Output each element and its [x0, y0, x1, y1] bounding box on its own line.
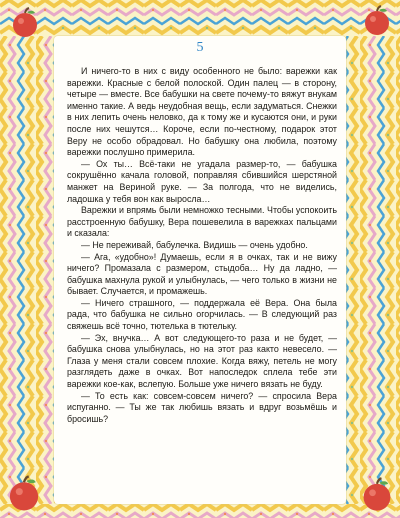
paragraph: Варежки и впрямь были немножко тесными. Чтобы успокоить расстроенную бабушку, Вера пошевелила в варежках пальцами и сказала: [67, 205, 337, 239]
apple-icon [8, 6, 42, 40]
paragraph: — Ага, «удобно»! Думаешь, если я в очках, так и не вижу ничего? Промазала с размером, стыдоба… Ну да ладно, — бабушка махнула рукой и улыбнулась, — чего только в жизни не бывает. Случается, и промажешь. [67, 251, 337, 297]
apple-icon [358, 476, 396, 514]
paragraph: — Не переживай, бабулечка. Видишь — очень удобно. [81, 239, 308, 250]
story-text [67, 66, 337, 425]
paragraph: — Эх, внучка… А вот следующего-то раза и не будет, — бабушка снова улыбнулась, но на этот раз както невесело. — Глаза у меня стали совсем плохие. Когда вяжу, петель не могу разглядеть даже в очках. Вот напоследок сплела тебе эти варежки кое-как, вслепую. Больше уже ничего вязать не буду. [67, 332, 337, 390]
apple-icon [4, 474, 44, 514]
paragraph: — Ох ты… Всё-таки не угадала размер-то, — бабушка сокрушённо качала головой, поправляя сбившийся шерстяной манжет на Вериной руке. — За полгода, что не виделись, ладошка у тебя вон как выросла… [67, 158, 337, 204]
page-number: 5 [196, 40, 204, 55]
paragraph: И ничего-то в них с виду особенного не было: варежки как варежки. Красные с белой полоской. Один палец — в сторону, четыре — вместе. Все бабушки на свете почему-то вяжут внукам именно такие. А ведь неудобная вещь, если задуматься. Снежки в них лепить очень неловко, да к тому же и кусаются они, и руки после них чешутся… Короче, если по-честному, подарок этот Веру не особо обрадовал. Но бабушку она любила, поэтому варежки послушно примерила. [67, 66, 337, 158]
apple-icon [360, 4, 394, 38]
paragraph: — Ничего страшного, — поддержала её Вера. Она была рада, что бабушка не сильно огорчилась. — В следующий раз свяжешь всё точно, тютелька в тютельку. [67, 297, 337, 332]
paragraph: — То есть как: совсем-совсем ничего? — спросила Вера испуганно. — Ты же так любишь вязать и вдруг возьмёшь и бросишь? [67, 390, 337, 424]
